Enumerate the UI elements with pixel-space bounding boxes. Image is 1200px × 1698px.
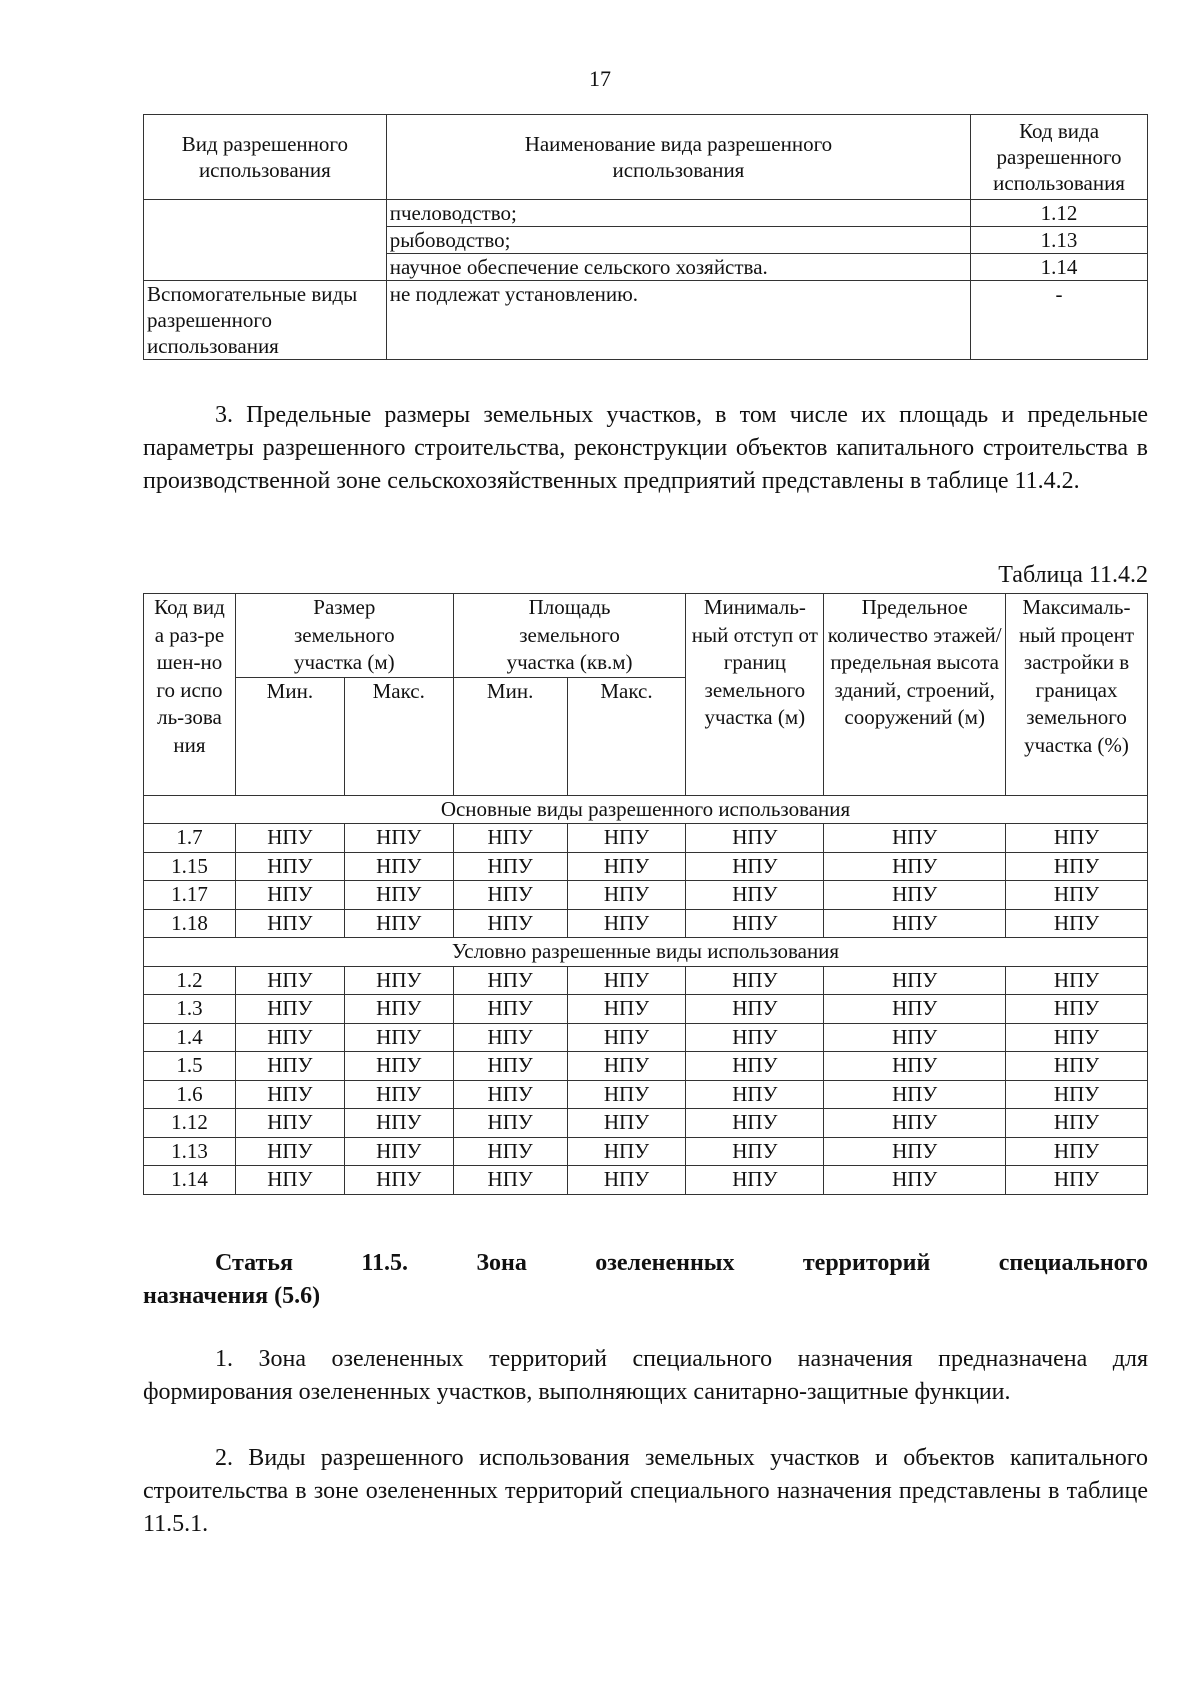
cell-area-max: НПУ bbox=[567, 881, 686, 910]
cell-code: 1.2 bbox=[144, 966, 236, 995]
table1-use-name: научное обеспечение сельского хозяйства. bbox=[386, 254, 970, 281]
cell-setback: НПУ bbox=[686, 852, 824, 881]
cell-area-min: НПУ bbox=[453, 1052, 567, 1081]
table1-header-type: Вид разрешенного использования bbox=[144, 115, 387, 200]
cell-code: 1.17 bbox=[144, 881, 236, 910]
header-floors: Предельное количество этажей/ предельная высота зданий, строений, сооружений (м) bbox=[824, 594, 1006, 796]
article-title-word: специального bbox=[998, 1250, 1148, 1276]
article-title-word: Зона bbox=[476, 1250, 527, 1276]
header-area-min: Мин. bbox=[453, 677, 567, 795]
cell-size-min: НПУ bbox=[235, 966, 344, 995]
table-row bbox=[144, 1023, 1148, 1052]
cell-size-max: НПУ bbox=[344, 995, 453, 1024]
cell-coverage: НПУ bbox=[1006, 824, 1148, 853]
table1-use-name: пчеловодство; bbox=[386, 200, 970, 227]
table-row bbox=[144, 200, 1148, 227]
cell-setback: НПУ bbox=[686, 881, 824, 910]
cell-area-min: НПУ bbox=[453, 852, 567, 881]
cell-floors: НПУ bbox=[824, 1052, 1006, 1081]
cell-coverage: НПУ bbox=[1006, 1166, 1148, 1195]
cell-area-min: НПУ bbox=[453, 824, 567, 853]
cell-code: 1.14 bbox=[144, 1166, 236, 1195]
cell-floors: НПУ bbox=[824, 1080, 1006, 1109]
table1-header-code: Код вида разрешенного использования bbox=[971, 115, 1148, 200]
table1-use-name: рыбоводство; bbox=[386, 227, 970, 254]
cell-size-min: НПУ bbox=[235, 1052, 344, 1081]
cell-size-max: НПУ bbox=[344, 881, 453, 910]
cell-area-min: НПУ bbox=[453, 966, 567, 995]
cell-size-max: НПУ bbox=[344, 909, 453, 938]
cell-coverage: НПУ bbox=[1006, 852, 1148, 881]
table-row bbox=[144, 281, 1148, 360]
header-size-min: Мин. bbox=[235, 677, 344, 795]
cell-size-min: НПУ bbox=[235, 1080, 344, 1109]
cell-area-min: НПУ bbox=[453, 1137, 567, 1166]
cell-code: 1.5 bbox=[144, 1052, 236, 1081]
header-area: Площадь земельного участка (кв.м) bbox=[453, 594, 686, 678]
cell-size-min: НПУ bbox=[235, 1109, 344, 1138]
cell-area-max: НПУ bbox=[567, 852, 686, 881]
table-row bbox=[144, 852, 1148, 881]
section-main-uses-rows bbox=[144, 824, 1148, 938]
cell-code: 1.15 bbox=[144, 852, 236, 881]
cell-code: 1.3 bbox=[144, 995, 236, 1024]
cell-size-min: НПУ bbox=[235, 881, 344, 910]
cell-area-max: НПУ bbox=[567, 1166, 686, 1195]
table1-use-code: 1.12 bbox=[971, 200, 1148, 227]
cell-coverage: НПУ bbox=[1006, 1109, 1148, 1138]
cell-size-max: НПУ bbox=[344, 1109, 453, 1138]
cell-area-max: НПУ bbox=[567, 966, 686, 995]
table-row bbox=[144, 1166, 1148, 1195]
cell-code: 1.13 bbox=[144, 1137, 236, 1166]
table1-aux-code: - bbox=[971, 281, 1148, 360]
cell-floors: НПУ bbox=[824, 881, 1006, 910]
section-main-uses: Основные виды разрешенного использования bbox=[144, 795, 1148, 824]
section-conditional-uses-rows bbox=[144, 966, 1148, 1194]
cell-code: 1.4 bbox=[144, 1023, 236, 1052]
cell-area-max: НПУ bbox=[567, 909, 686, 938]
cell-size-min: НПУ bbox=[235, 852, 344, 881]
table-row bbox=[144, 1137, 1148, 1166]
table1-use-code: 1.14 bbox=[971, 254, 1148, 281]
article-title-word: озелененных bbox=[595, 1250, 735, 1276]
cell-size-min: НПУ bbox=[235, 1137, 344, 1166]
cell-code: 1.7 bbox=[144, 824, 236, 853]
header-code-label: Код вида раз-решен-ного исполь-зования bbox=[154, 595, 225, 757]
cell-setback: НПУ bbox=[686, 1080, 824, 1109]
section-conditional-uses: Условно разрешенные виды использования bbox=[144, 938, 1148, 967]
cell-size-max: НПУ bbox=[344, 1080, 453, 1109]
cell-size-min: НПУ bbox=[235, 824, 344, 853]
cell-area-max: НПУ bbox=[567, 1080, 686, 1109]
cell-coverage: НПУ bbox=[1006, 1080, 1148, 1109]
article-title-word: территорий bbox=[802, 1250, 931, 1276]
cell-floors: НПУ bbox=[824, 966, 1006, 995]
cell-size-max: НПУ bbox=[344, 966, 453, 995]
article-title-line2: назначения (5.6) bbox=[143, 1283, 321, 1309]
cell-area-min: НПУ bbox=[453, 909, 567, 938]
cell-size-max: НПУ bbox=[344, 824, 453, 853]
parameters-table bbox=[143, 593, 1148, 1195]
cell-size-min: НПУ bbox=[235, 995, 344, 1024]
cell-coverage: НПУ bbox=[1006, 1137, 1148, 1166]
article-11-5-title bbox=[143, 1247, 1148, 1313]
cell-setback: НПУ bbox=[686, 1052, 824, 1081]
cell-code: 1.12 bbox=[144, 1109, 236, 1138]
cell-setback: НПУ bbox=[686, 1137, 824, 1166]
cell-floors: НПУ bbox=[824, 909, 1006, 938]
cell-coverage: НПУ bbox=[1006, 881, 1148, 910]
article-title-word: 11.5. bbox=[361, 1250, 408, 1276]
cell-size-min: НПУ bbox=[235, 1166, 344, 1195]
cell-size-min: НПУ bbox=[235, 909, 344, 938]
table-row bbox=[144, 1109, 1148, 1138]
cell-setback: НПУ bbox=[686, 909, 824, 938]
header-coverage: Максималь-ный процент застройки в границах земельного участка (%) bbox=[1006, 594, 1148, 796]
cell-floors: НПУ bbox=[824, 995, 1006, 1024]
table-row bbox=[144, 909, 1148, 938]
article-title-line1 bbox=[143, 1247, 1148, 1280]
header-size: Размер земельного участка (м) bbox=[235, 594, 453, 678]
cell-area-min: НПУ bbox=[453, 1166, 567, 1195]
cell-floors: НПУ bbox=[824, 852, 1006, 881]
cell-area-min: НПУ bbox=[453, 1109, 567, 1138]
table-row bbox=[144, 1080, 1148, 1109]
cell-size-min: НПУ bbox=[235, 1023, 344, 1052]
permitted-use-table bbox=[143, 114, 1148, 360]
table-row bbox=[144, 824, 1148, 853]
paragraph-article-1: 1. Зона озелененных территорий специального назначения предназначена для формирования озелененных участков, выполняющих санитарно-защитные функции. bbox=[143, 1346, 1148, 1405]
cell-area-min: НПУ bbox=[453, 995, 567, 1024]
cell-setback: НПУ bbox=[686, 995, 824, 1024]
cell-area-max: НПУ bbox=[567, 1023, 686, 1052]
cell-floors: НПУ bbox=[824, 1137, 1006, 1166]
cell-area-max: НПУ bbox=[567, 1052, 686, 1081]
cell-code: 1.6 bbox=[144, 1080, 236, 1109]
cell-coverage: НПУ bbox=[1006, 909, 1148, 938]
table-row bbox=[144, 995, 1148, 1024]
cell-setback: НПУ bbox=[686, 1109, 824, 1138]
cell-code: 1.18 bbox=[144, 909, 236, 938]
table-row bbox=[144, 1052, 1148, 1081]
cell-coverage: НПУ bbox=[1006, 966, 1148, 995]
cell-floors: НПУ bbox=[824, 1109, 1006, 1138]
table1-aux-name: не подлежат установлению. bbox=[386, 281, 970, 360]
cell-floors: НПУ bbox=[824, 1166, 1006, 1195]
cell-coverage: НПУ bbox=[1006, 1052, 1148, 1081]
page-number: 17 bbox=[589, 66, 611, 91]
paragraph-3: 3. Предельные размеры земельных участков, в том числе их площадь и предельные параметры разрешенного строительства, реконструкции объектов капитального строительства в производственной зоне сельскохозяйственных предприятий представлены в таблице 11.4.2. bbox=[143, 402, 1148, 494]
cell-area-min: НПУ bbox=[453, 1023, 567, 1052]
table1-empty-type-cell bbox=[144, 200, 387, 281]
header-size-max: Макс. bbox=[344, 677, 453, 795]
header-setback: Минималь-ный отступ от границ земельного участка (м) bbox=[686, 594, 824, 796]
cell-size-max: НПУ bbox=[344, 1023, 453, 1052]
cell-floors: НПУ bbox=[824, 1023, 1006, 1052]
cell-area-max: НПУ bbox=[567, 1109, 686, 1138]
cell-area-max: НПУ bbox=[567, 995, 686, 1024]
cell-setback: НПУ bbox=[686, 966, 824, 995]
table-row bbox=[144, 881, 1148, 910]
header-area-max: Макс. bbox=[567, 677, 686, 795]
table1-header-name: Наименование вида разрешенного использования bbox=[386, 115, 970, 200]
cell-floors: НПУ bbox=[824, 824, 1006, 853]
cell-area-max: НПУ bbox=[567, 824, 686, 853]
cell-setback: НПУ bbox=[686, 1023, 824, 1052]
header-code bbox=[144, 594, 236, 796]
cell-coverage: НПУ bbox=[1006, 995, 1148, 1024]
table1-use-code: 1.13 bbox=[971, 227, 1148, 254]
table-row bbox=[144, 966, 1148, 995]
cell-size-max: НПУ bbox=[344, 1166, 453, 1195]
paragraph-article-2: 2. Виды разрешенного использования земельных участков и объектов капитального строительства в зоне озелененных территорий специального назначения представлены в таблице 11.5.1. bbox=[143, 1445, 1148, 1537]
cell-area-min: НПУ bbox=[453, 1080, 567, 1109]
article-title-word: Статья bbox=[215, 1250, 293, 1276]
cell-size-max: НПУ bbox=[344, 852, 453, 881]
cell-area-min: НПУ bbox=[453, 881, 567, 910]
cell-size-max: НПУ bbox=[344, 1052, 453, 1081]
cell-setback: НПУ bbox=[686, 1166, 824, 1195]
cell-coverage: НПУ bbox=[1006, 1023, 1148, 1052]
table1-aux-type: Вспомогательные виды разрешенного использования bbox=[144, 281, 387, 360]
cell-area-max: НПУ bbox=[567, 1137, 686, 1166]
cell-setback: НПУ bbox=[686, 824, 824, 853]
table2-caption: Таблица 11.4.2 bbox=[998, 562, 1148, 588]
cell-size-max: НПУ bbox=[344, 1137, 453, 1166]
